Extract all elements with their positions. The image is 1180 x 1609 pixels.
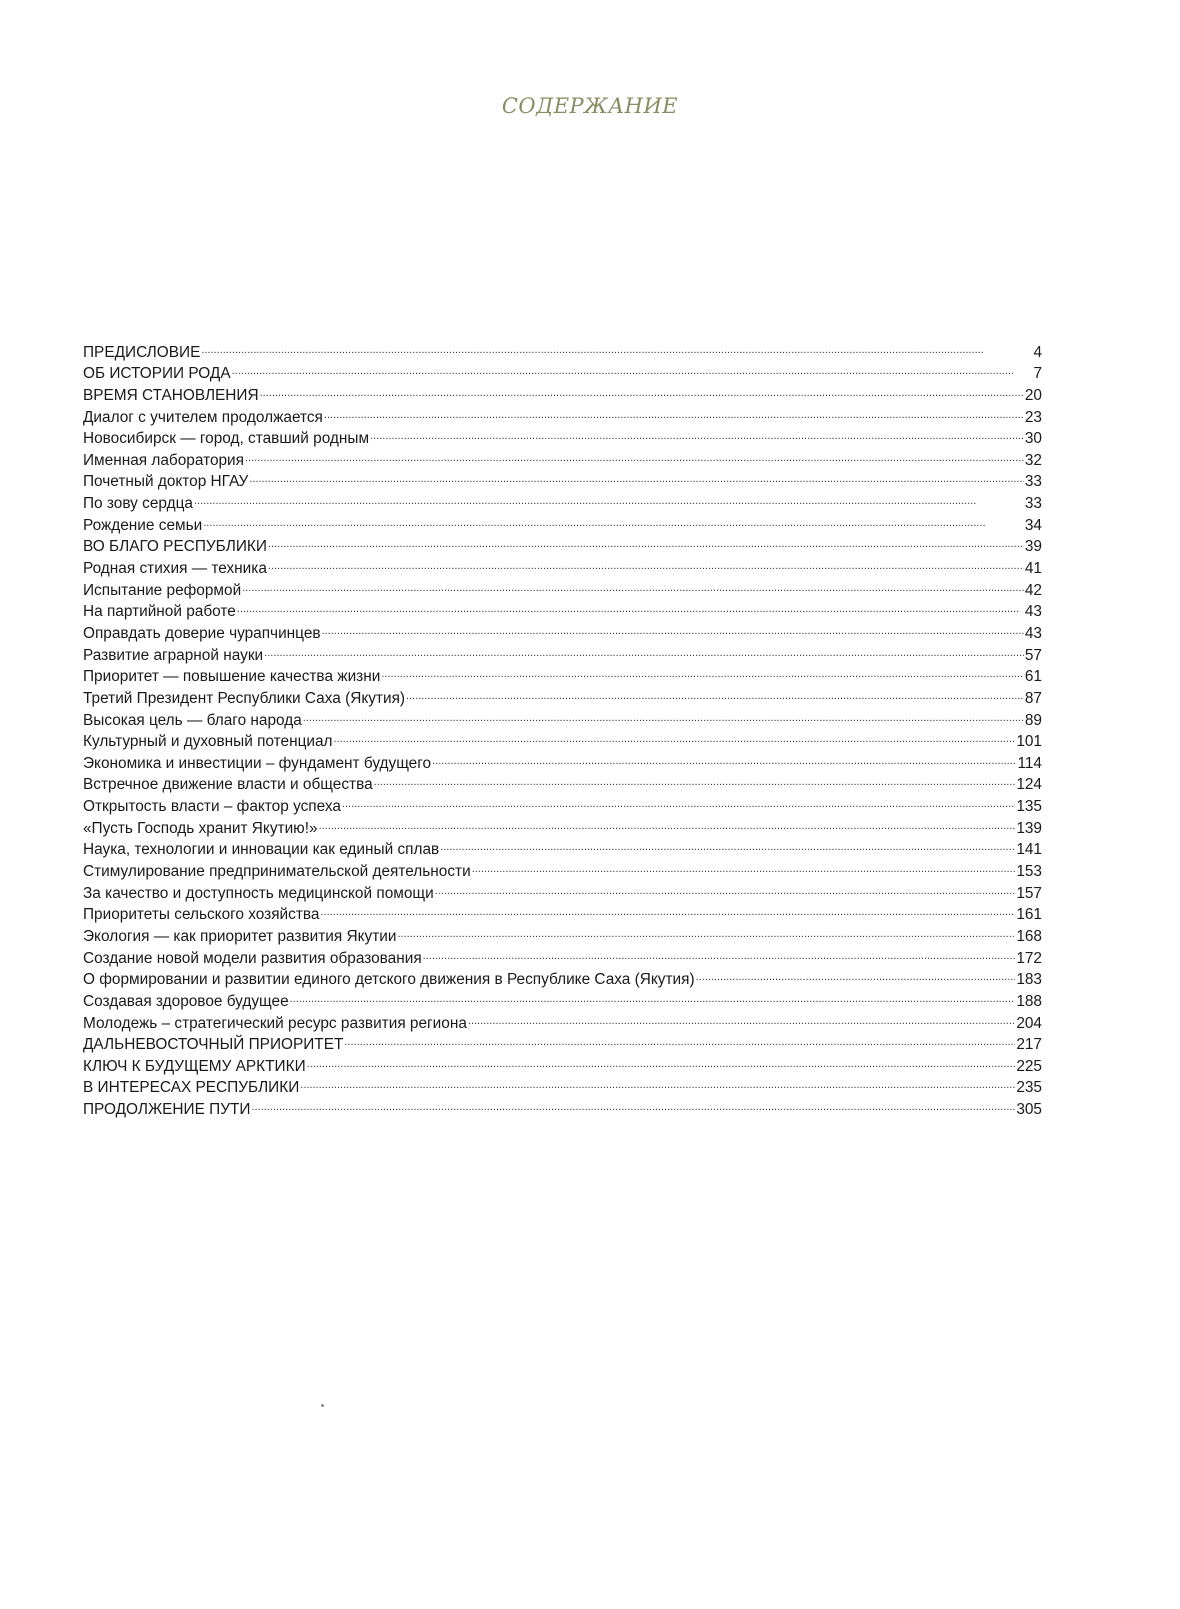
toc-leader-dots — [268, 557, 1024, 575]
toc-entry-page: 57 — [1024, 646, 1042, 664]
toc-entry — [83, 600, 1042, 622]
toc-leader-dots — [201, 341, 1032, 359]
toc-leader-dots — [324, 406, 1024, 424]
toc-entry-title: Наука, технологии и инновации как единый сплав — [83, 841, 440, 859]
table-of-contents — [83, 340, 1042, 1119]
toc-entry-title: ДАЛЬНЕВОСТОЧНЫЙ ПРИОРИТЕТ — [83, 1036, 344, 1054]
toc-leader-dots — [203, 514, 1024, 532]
toc-leader-dots — [251, 1098, 1015, 1116]
toc-entry-title: Приоритет — повышение качества жизни — [83, 668, 381, 686]
toc-leader-dots — [468, 1012, 1015, 1030]
toc-entry — [83, 513, 1042, 535]
toc-entry-title: Культурный и духовный потенциал — [83, 733, 333, 751]
toc-entry-page: 33 — [1024, 495, 1042, 513]
toc-entry — [83, 773, 1042, 795]
toc-entry — [83, 405, 1042, 427]
toc-entry-title: В ИНТЕРЕСАХ РЕСПУБЛИКИ — [83, 1079, 300, 1097]
toc-entry — [83, 903, 1042, 925]
toc-entry — [83, 968, 1042, 990]
toc-entry — [83, 924, 1042, 946]
toc-leader-dots — [303, 709, 1024, 727]
toc-leader-dots — [435, 882, 1016, 900]
toc-entry — [83, 621, 1042, 643]
toc-entry-page: 161 — [1016, 906, 1042, 924]
toc-entry — [83, 643, 1042, 665]
toc-entry-page: 4 — [1033, 343, 1042, 361]
toc-entry-title: Приоритеты сельского хозяйства — [83, 906, 320, 924]
toc-leader-dots — [319, 817, 1016, 835]
toc-entry-page: 139 — [1016, 819, 1042, 837]
toc-leader-dots — [472, 860, 1016, 878]
toc-entry — [83, 340, 1042, 362]
toc-entry-page: 33 — [1024, 473, 1042, 491]
toc-entry-page: 39 — [1024, 538, 1042, 556]
toc-entry-title: Оправдать доверие чурапчинцев — [83, 624, 321, 642]
toc-entry-title: Почетный доктор НГАУ — [83, 473, 249, 491]
toc-entry-title: Стимулирование предпринимательской деятельности — [83, 863, 471, 881]
toc-entry-title: ПРОДОЛЖЕНИЕ ПУТИ — [83, 1101, 251, 1119]
toc-entry-page: 188 — [1016, 992, 1042, 1010]
toc-leader-dots — [242, 579, 1024, 597]
toc-entry — [83, 881, 1042, 903]
toc-leader-dots — [320, 903, 1015, 921]
toc-entry-title: О формировании и развитии единого детского движения в Республике Саха (Якутия) — [83, 971, 695, 989]
toc-entry-page: 157 — [1016, 884, 1042, 902]
toc-leader-dots — [440, 838, 1015, 856]
toc-leader-dots — [370, 427, 1024, 445]
toc-leader-dots — [307, 1055, 1016, 1073]
toc-entry-page: 43 — [1024, 624, 1042, 642]
toc-entry-page: 114 — [1017, 754, 1042, 772]
toc-entry-page: 204 — [1016, 1014, 1042, 1032]
toc-entry-page: 41 — [1024, 560, 1042, 578]
toc-leader-dots — [406, 687, 1024, 705]
toc-entry-title: Создавая здоровое будущее — [83, 992, 289, 1010]
toc-entry-page: 172 — [1016, 949, 1042, 967]
toc-entry-page: 101 — [1016, 733, 1042, 751]
toc-entry-title: Новосибирск — город, ставший родным — [83, 430, 370, 448]
toc-leader-dots — [344, 1033, 1015, 1051]
toc-entry — [83, 838, 1042, 860]
toc-entry-title: Испытание реформой — [83, 581, 242, 599]
toc-entry-title: Именная лаборатория — [83, 451, 244, 469]
toc-entry-title: ВО БЛАГО РЕСПУБЛИКИ — [83, 538, 267, 556]
toc-leader-dots — [423, 947, 1016, 965]
toc-leader-dots — [432, 752, 1016, 770]
toc-entry-title: ОБ ИСТОРИИ РОДА — [83, 365, 231, 383]
toc-entry-page: 217 — [1016, 1036, 1042, 1054]
toc-entry — [83, 751, 1042, 773]
toc-entry-title: Родная стихия — техника — [83, 560, 267, 578]
toc-leader-dots — [268, 535, 1024, 553]
toc-entry-title: За качество и доступность медицинской помощи — [83, 884, 434, 902]
toc-entry-title: Открытость власти – фактор успеха — [83, 798, 341, 816]
toc-entry-title: «Пусть Господь хранит Якутию!» — [83, 819, 318, 837]
toc-leader-dots — [397, 925, 1015, 943]
toc-entry-page: 43 — [1024, 603, 1042, 621]
toc-entry-title: ПРЕДИСЛОВИЕ — [83, 343, 201, 361]
toc-entry-page: 235 — [1016, 1079, 1042, 1097]
toc-entry — [83, 362, 1042, 384]
toc-entry-page: 124 — [1016, 776, 1042, 794]
toc-leader-dots — [322, 622, 1024, 640]
toc-entry — [83, 578, 1042, 600]
toc-leader-dots — [260, 384, 1024, 402]
toc-leader-dots — [249, 470, 1024, 488]
toc-leader-dots — [300, 1076, 1015, 1094]
toc-entry — [83, 1097, 1042, 1119]
toc-entry-title: Молодежь – стратегический ресурс развития региона — [83, 1014, 467, 1032]
toc-entry — [83, 1011, 1042, 1033]
toc-leader-dots — [342, 795, 1015, 813]
toc-leader-dots — [194, 492, 1024, 510]
toc-entry-page: 141 — [1016, 841, 1042, 859]
toc-entry-page: 89 — [1024, 711, 1042, 729]
toc-leader-dots — [237, 600, 1024, 618]
toc-entry-title: Встречное движение власти и общества — [83, 776, 373, 794]
toc-leader-dots — [264, 644, 1024, 662]
toc-entry-page: 20 — [1024, 386, 1042, 404]
toc-entry — [83, 470, 1042, 492]
toc-entry-title: Третий Президент Республики Саха (Якутия) — [83, 689, 406, 707]
toc-entry-title: На партийной работе — [83, 603, 236, 621]
toc-entry-title: ВРЕМЯ СТАНОВЛЕНИЯ — [83, 386, 259, 404]
scan-speck — [321, 1404, 324, 1407]
toc-entry-title: Развитие аграрной науки — [83, 646, 264, 664]
toc-entry-page: 225 — [1016, 1057, 1042, 1075]
toc-leader-dots — [696, 968, 1016, 986]
toc-entry — [83, 686, 1042, 708]
toc-entry — [83, 491, 1042, 513]
toc-entry-page: 153 — [1016, 863, 1042, 881]
toc-leader-dots — [232, 362, 1033, 380]
toc-entry-page: 23 — [1024, 408, 1042, 426]
toc-entry — [83, 794, 1042, 816]
toc-entry — [83, 708, 1042, 730]
toc-entry — [83, 556, 1042, 578]
toc-entry — [83, 448, 1042, 470]
toc-entry — [83, 989, 1042, 1011]
toc-entry — [83, 1054, 1042, 1076]
toc-entry — [83, 816, 1042, 838]
toc-leader-dots — [334, 730, 1016, 748]
toc-entry — [83, 730, 1042, 752]
toc-entry-page: 42 — [1024, 581, 1042, 599]
toc-entry-title: Диалог с учителем продолжается — [83, 408, 323, 426]
toc-entry-title: Рождение семьи — [83, 516, 203, 534]
toc-leader-dots — [381, 665, 1024, 683]
toc-entry-page: 168 — [1016, 927, 1042, 945]
toc-entry — [83, 859, 1042, 881]
toc-entry-page: 30 — [1024, 430, 1042, 448]
toc-entry-title: Создание новой модели развития образования — [83, 949, 422, 967]
toc-entry-title: Экономика и инвестиции – фундамент будущего — [83, 754, 432, 772]
toc-entry — [83, 665, 1042, 687]
toc-entry-page: 135 — [1016, 798, 1042, 816]
toc-entry — [83, 946, 1042, 968]
toc-leader-dots — [245, 449, 1024, 467]
toc-entry — [83, 427, 1042, 449]
toc-entry-title: КЛЮЧ К БУДУЩЕМУ АРКТИКИ — [83, 1057, 306, 1075]
toc-entry-title: Высокая цель — благо народа — [83, 711, 302, 729]
toc-entry — [83, 383, 1042, 405]
toc-entry-page: 34 — [1024, 516, 1042, 534]
toc-entry — [83, 1033, 1042, 1055]
toc-entry — [83, 535, 1042, 557]
toc-entry-title: По зову сердца — [83, 495, 193, 513]
toc-leader-dots — [290, 990, 1016, 1008]
toc-entry-page: 183 — [1016, 971, 1042, 989]
toc-entry-page: 305 — [1016, 1101, 1042, 1119]
toc-entry-page: 87 — [1024, 689, 1042, 707]
toc-entry-page: 61 — [1024, 668, 1042, 686]
toc-entry-title: Экология — как приоритет развития Якутии — [83, 927, 397, 945]
toc-entry — [83, 1076, 1042, 1098]
toc-leader-dots — [374, 773, 1016, 791]
toc-entry-page: 32 — [1024, 451, 1042, 469]
toc-entry-page: 7 — [1033, 365, 1042, 383]
page-title: СОДЕРЖАНИЕ — [501, 94, 679, 118]
